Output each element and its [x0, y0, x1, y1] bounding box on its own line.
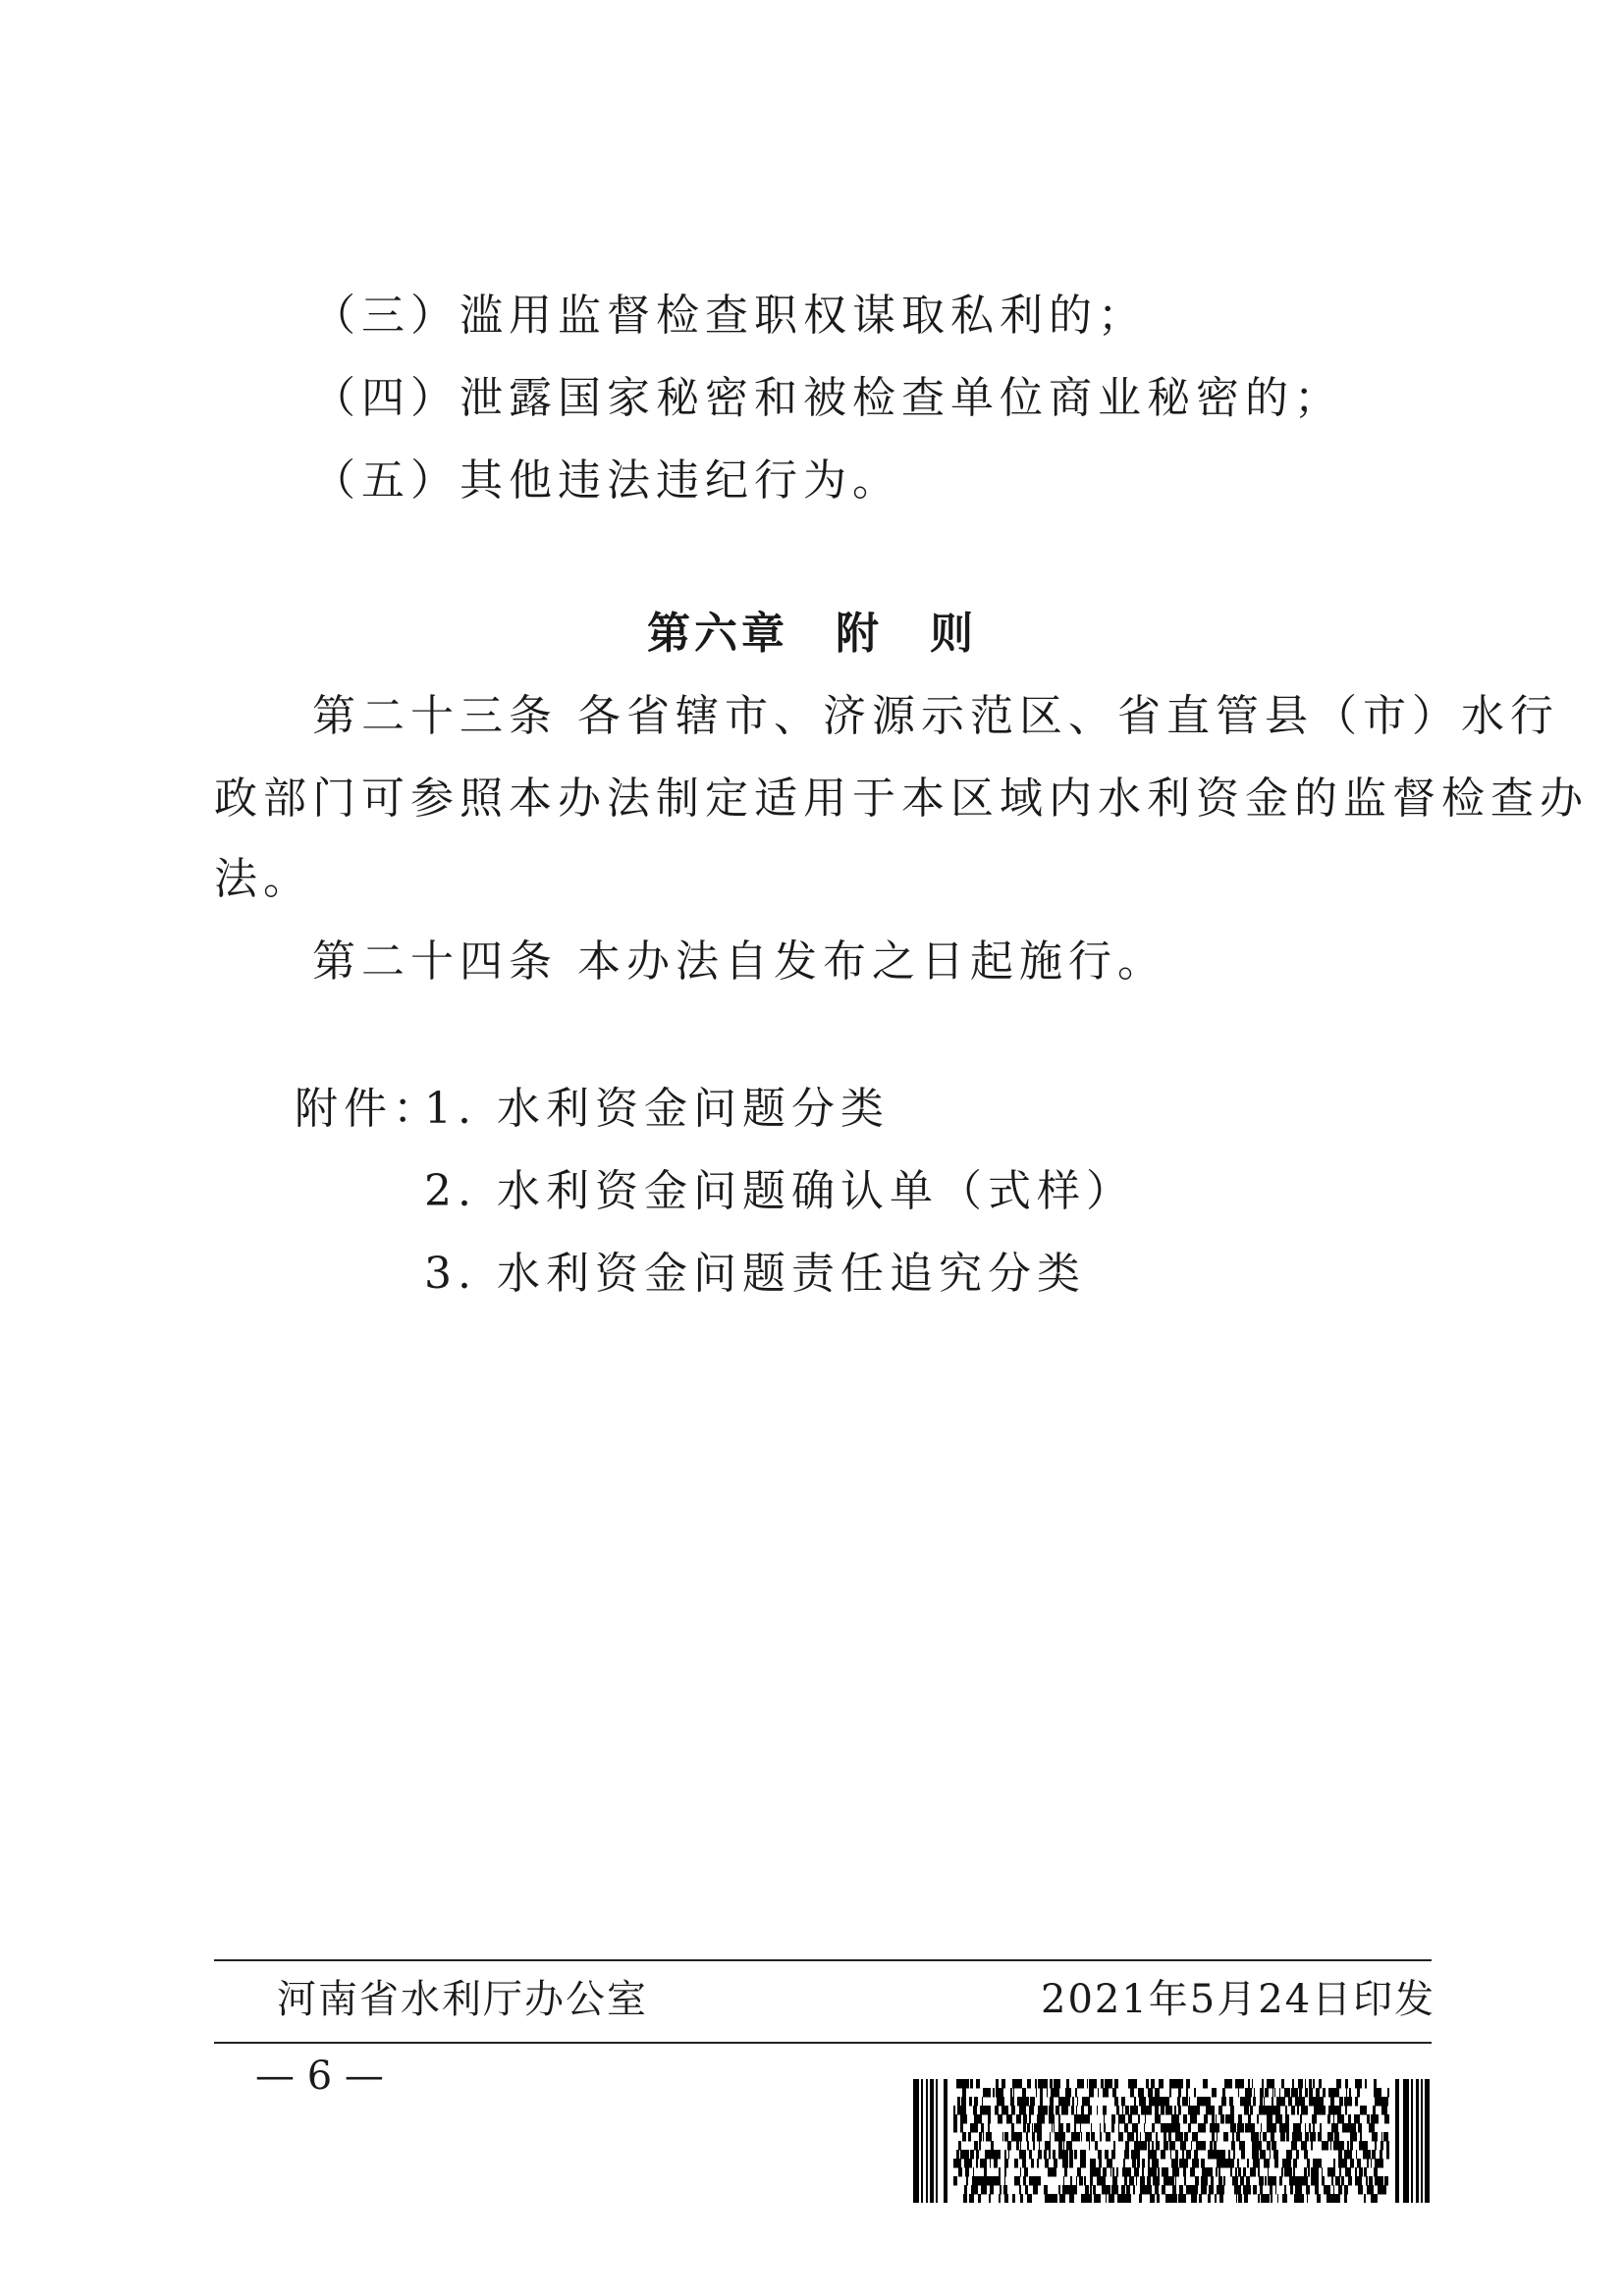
clause-item-4: （四）泄露国家秘密和被检查单位商业秘密的；	[312, 373, 1343, 423]
article-23-line-1: 第二十三条 各省辖市、济源示范区、省直管县（市）水行	[312, 691, 1559, 741]
page-number: — 6 —	[255, 2054, 384, 2099]
footer-top-rule	[214, 1959, 1432, 1961]
attachments-label: 附件：	[295, 1084, 442, 1134]
issue-date: 2021年5月24日印发	[1041, 1977, 1436, 2022]
barcode-icon	[913, 2079, 1430, 2203]
article-23-line-3: 法。	[214, 854, 312, 904]
issuer: 河南省水利厅办公室	[277, 1977, 648, 2022]
attachment-item-2: 2. 水利资金问题确认单（式样）	[424, 1166, 1135, 1216]
clause-item-3: （三）滥用监督检查职权谋取私利的；	[312, 291, 1147, 341]
chapter-title: 第六章 附 则	[647, 609, 977, 659]
footer-bottom-rule	[214, 2042, 1432, 2044]
article-23-line-2: 政部门可参照本办法制定适用于本区域内水利资金的监督检查办	[214, 774, 1589, 824]
attachment-item-3: 3. 水利资金问题责任追究分类	[424, 1249, 1086, 1299]
clause-item-5: （五）其他违法违纪行为。	[312, 455, 901, 506]
attachment-item-1: 1. 水利资金问题分类	[424, 1084, 890, 1134]
article-24: 第二十四条 本办法自发布之日起施行。	[312, 936, 1166, 987]
